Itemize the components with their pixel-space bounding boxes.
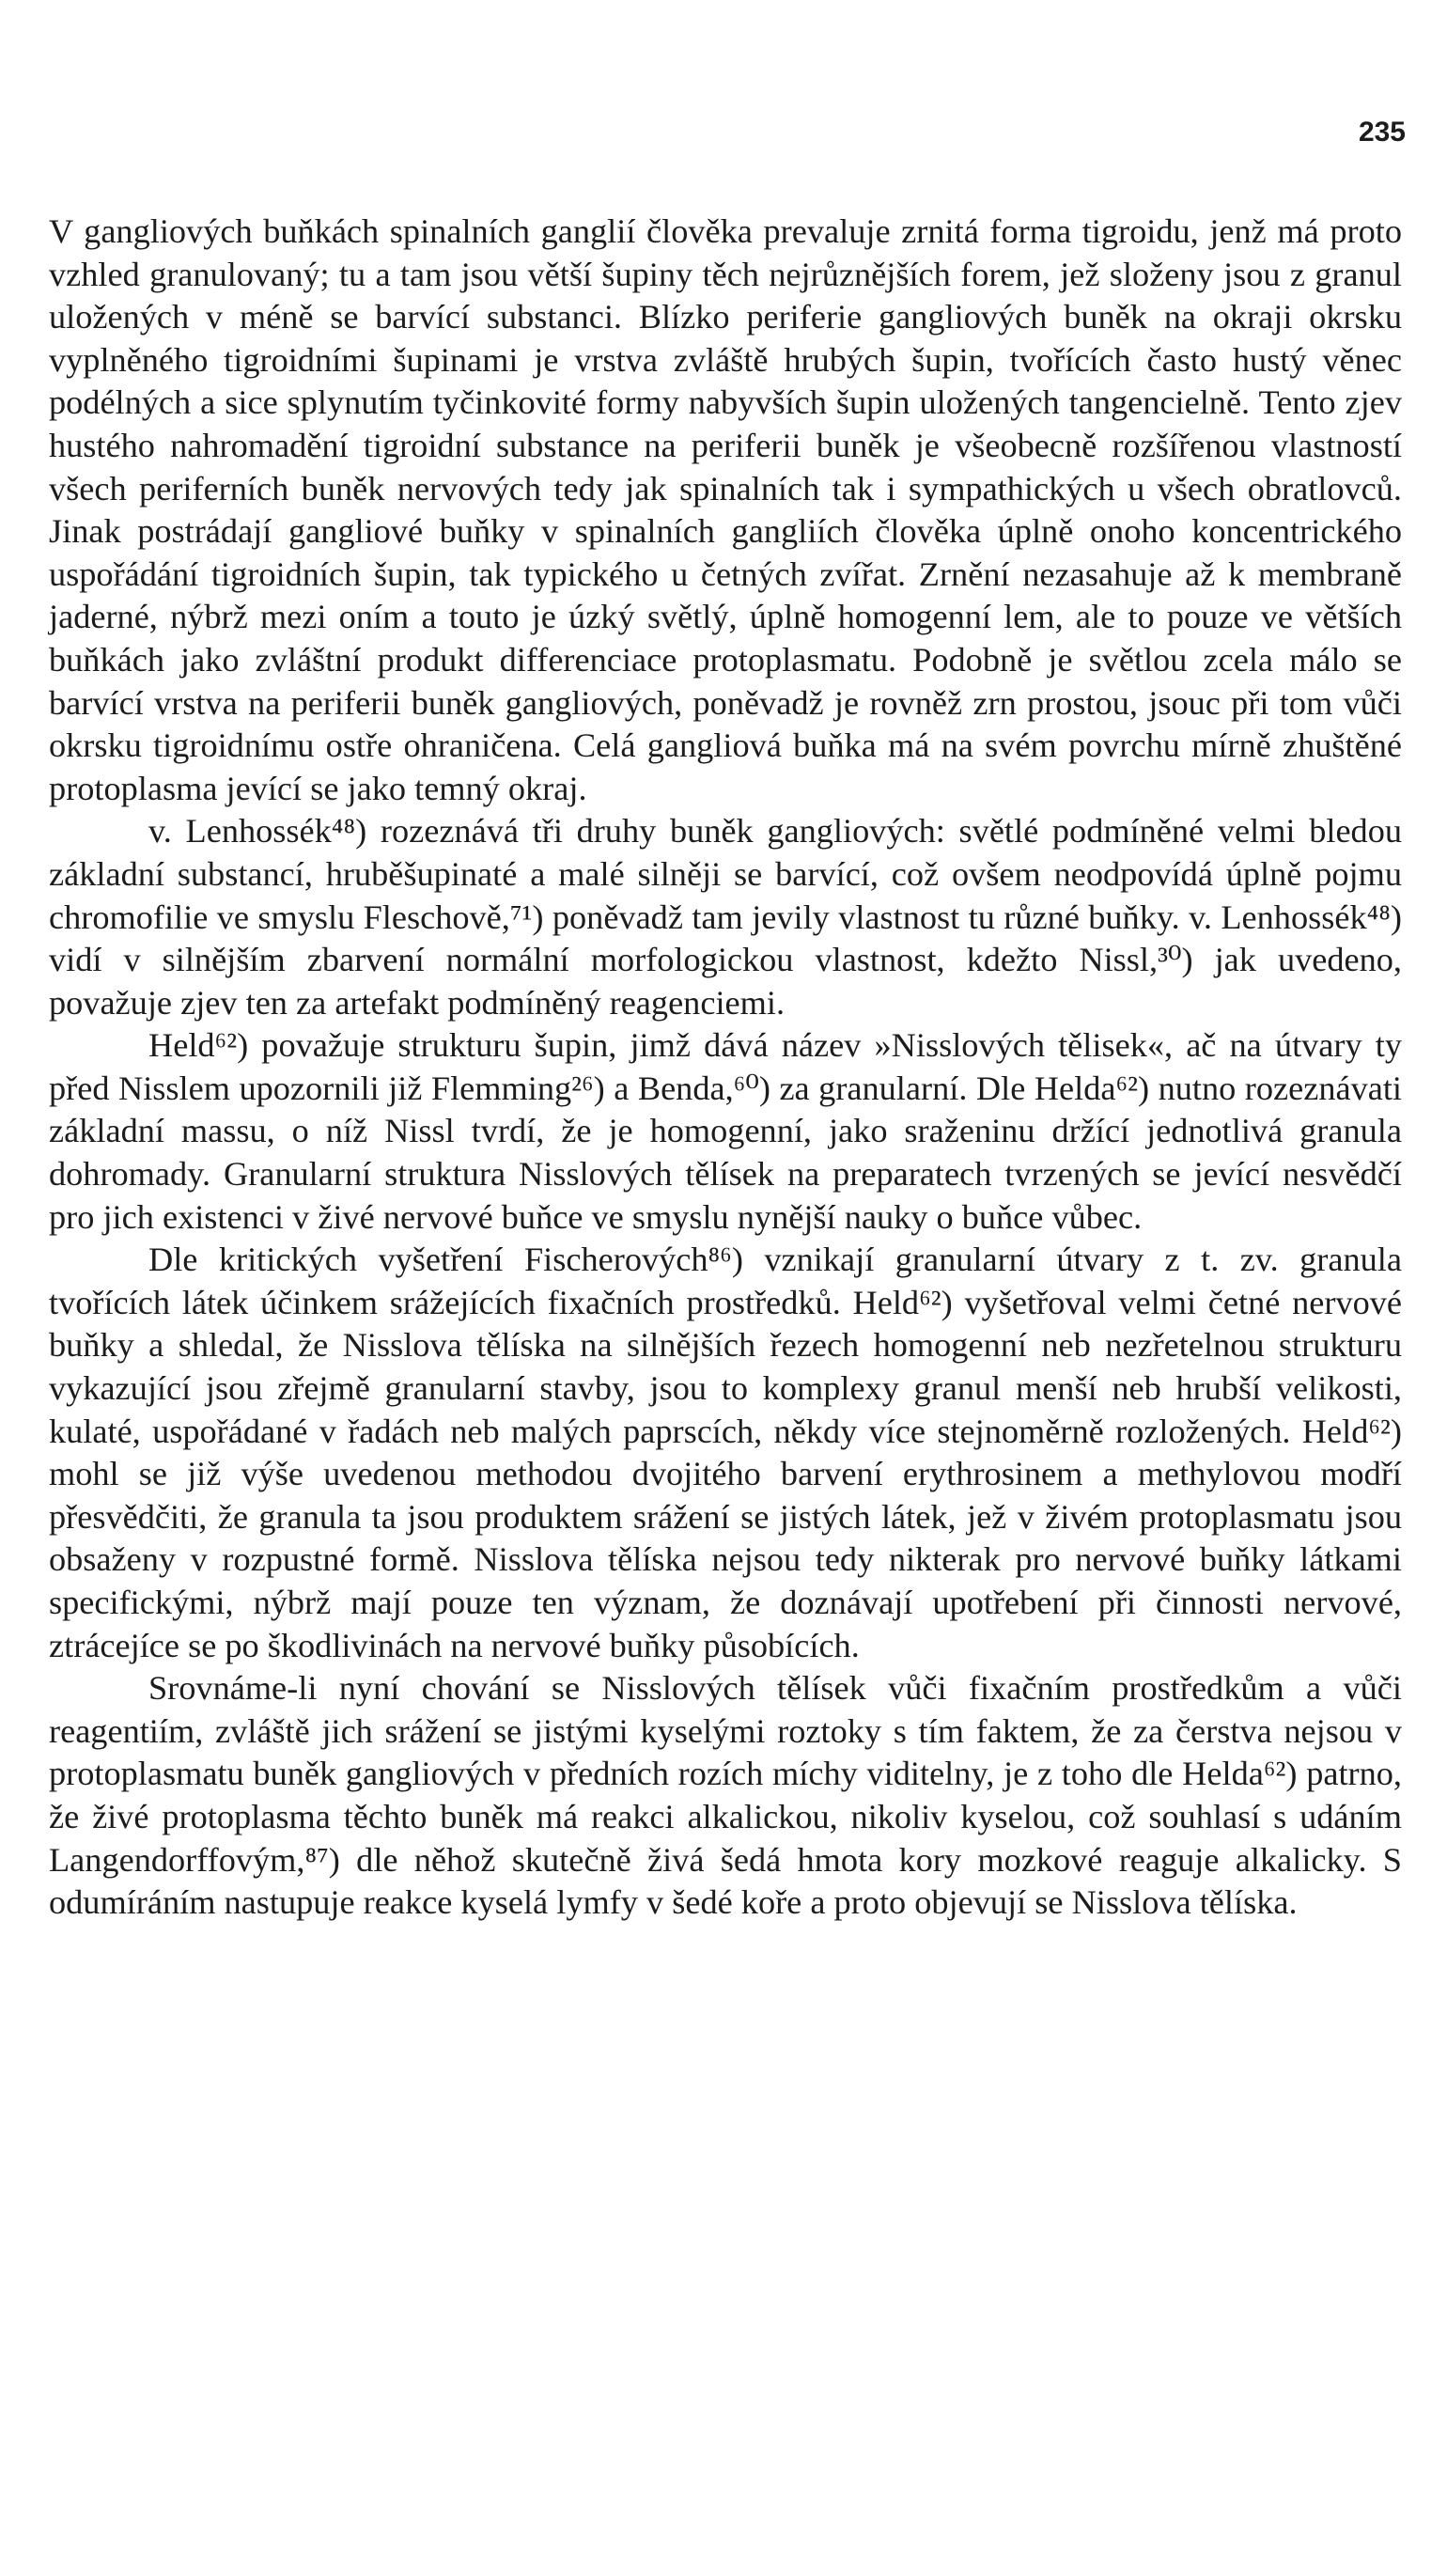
paragraph: Dle kritických vyšetření Fischerových⁸⁶) vznikají granularní útvary z t. zv. granula tvořících látek účinkem srážejících fixačních prostředků. Held⁶²) vyšetřoval velmi četné nervové buňky a shledal, že Nisslova tělíska na silnějších řezech homogenní neb nezřetelnou strukturu vykazující jsou zřejmě granularní stavby, jsou to komplexy granul menší neb hrubší velikosti, kulaté, uspořádané v řadách neb malých paprscích, někdy více stejnoměrně rozložených. Held⁶²) mohl se již výše uvedenou methodou dvojitého barvení erythrosinem a methylovou modří přesvědčiti, že granula ta jsou produktem srážení se jistých látek, jež v živém protoplasmatu jsou obsaženy v rozpustné formě. Nisslova tělíska nejsou tedy nikterak pro nervové buňky látkami specifickými, nýbrž mají pouze ten význam, že doznávají upotřebení při činnosti nervové, ztrácejíce se po škodlivinách na nervové buňky působících. [49,1241,1402,1664]
paragraph: v. Lenhossék⁴⁸) rozeznává tři druhy buněk gangliových: světlé podmíněné velmi bledou základní substancí, hruběšupinaté a malé silněji se barvící, což ovšem neodpovídá úplně pojmu chromofilie ve smyslu Fleschově,⁷¹) poněvadž tam jevily vlastnost tu různé buňky. v. Lenhossék⁴⁸) vidí v silnějším zbarvení normální morfologickou vlastnost, kdežto Nissl,³⁰) jak uvedeno, považuje zjev ten za artefakt podmíněný reagenciemi. [49,812,1402,1022]
paragraph: Srovnáme-li nyní chování se Nisslových tělísek vůči fixačním prostředkům a vůči reagentiím, zvláště jich srážení se jistými kyselými roztoky s tím faktem, že za čerstva nejsou v protoplasmatu buněk gangliových v předních rozích míchy viditelny, je z toho dle Helda⁶²) patrno, že živé protoplasma těchto buněk má reakci alkalickou, nikoliv kyselou, což souhlasí s udáním Langendorffovým,⁸⁷) dle něhož skutečně živá šedá hmota kory mozkové reaguje alkalicky. S odumíráním nastupuje reakce kyselá lymfy v šedé koře a proto objevují se Nisslova tělíska. [49,1669,1402,1922]
paragraph: V gangliových buňkách spinalních ganglií člověka prevaluje zrnitá forma tigroidu, jenž má proto vzhled granulovaný; tu a tam jsou větší šupiny těch nejrůznějších forem, jež složeny jsou z granul uložených v méně se barvící substanci. Blízko periferie gangliových buněk na okraji okrsku vyplněného tigroidními šupinami je vrstva zvláště hrubých šupin, tvořících často hustý věnec podélných a sice splynutím tyčinkovité formy nabyvších šupin uložených tangencielně. Tento zjev hustého nahromadění tigroidní substance na periferii buněk je všeobecně rozšířenou vlastností všech periferních buněk nervových tedy jak spinalních tak i sympathických u všech obratlovců. Jinak postrádají gangliové buňky v spinalních gangliích člověka úplně onoho koncentrického uspořádání tigroidních šupin, tak typického u četných zvířat. Zrnění nezasahuje až k membraně jaderné, nýbrž mezi oním a touto je úzký světlý, úplně homogenní lem, ale to pouze ve větších buňkách jako zvláštní produkt differenciace protoplasmatu. Podobně je světlou zcela málo se barvící vrstva na periferii buněk gangliových, poněvadž je rovněž zrn prostou, jsouc při tom vůči okrsku tigroidnímu ostře ohraničena. Celá gangliová buňka má na svém povrchu mírně zhuštěné protoplasma jevící se jako temný okraj. [49,212,1402,807]
body-text [49,211,1402,1925]
paragraph: Held⁶²) považuje strukturu šupin, jimž dává název »Nisslových tělisek«, ač na útvary ty před Nisslem upozornili již Flemming²⁶) a Benda,⁶⁰) za granularní. Dle Helda⁶²) nutno rozeznávati základní massu, o níž Nissl tvrdí, že je homogenní, jako sraženinu držící jednotlivá granula dohromady. Granularní struktura Nisslových tělísek na preparatech tvrzených se jevící nesvědčí pro jich existenci v živé nervové buňce ve smyslu nynější nauky o buňce vůbec. [49,1026,1402,1236]
page-number: 235 [1358,117,1406,148]
